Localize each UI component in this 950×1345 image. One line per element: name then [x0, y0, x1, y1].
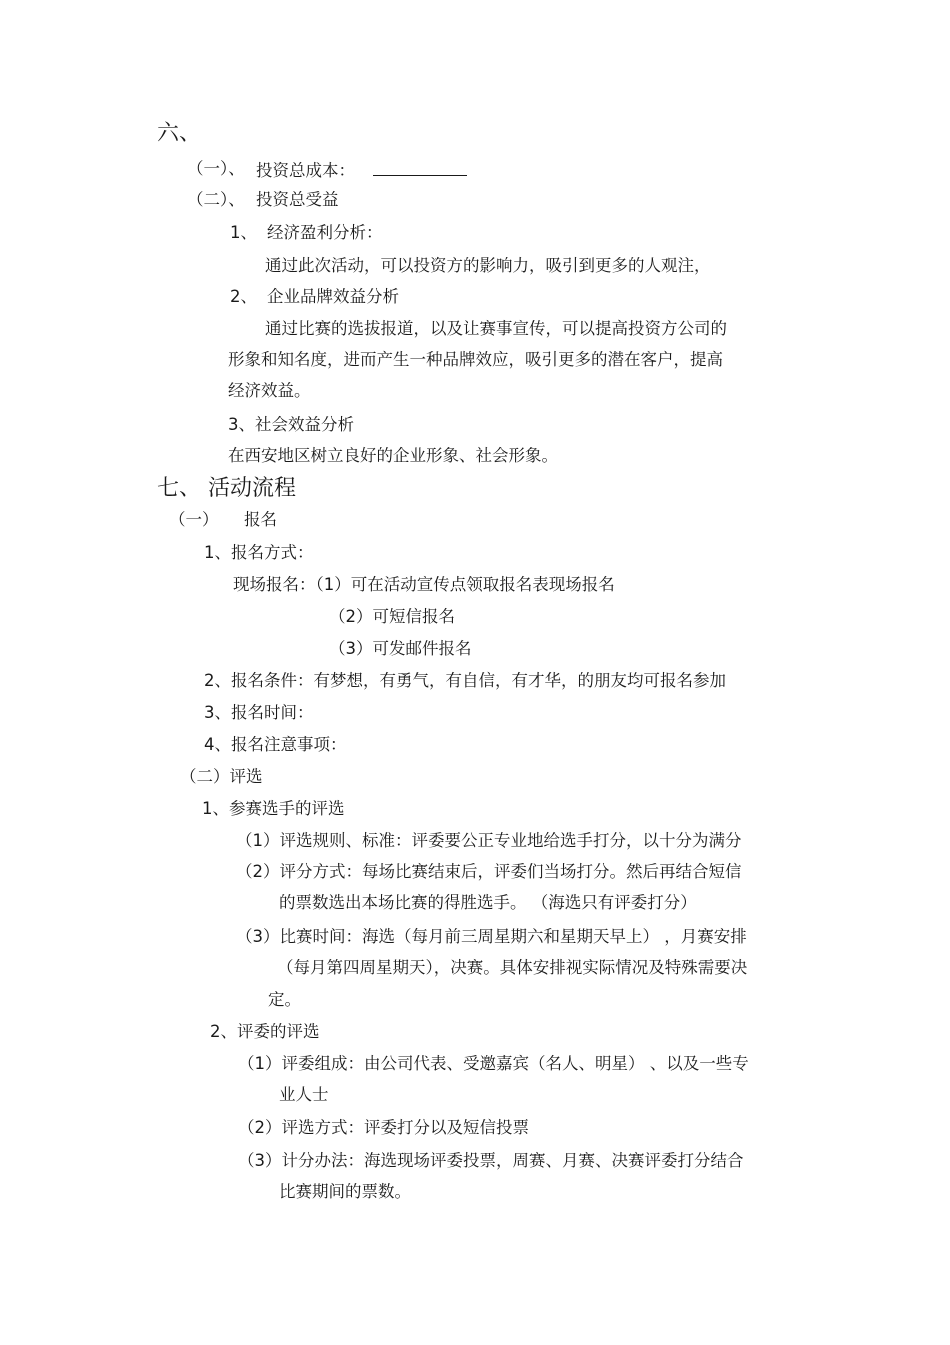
registration-method-3: （3）可发邮件报名 [329, 639, 472, 658]
judge-composition-2: 业人士 [279, 1085, 329, 1104]
scoring-method-2: 的票数选出本场比赛的得胜选手。 （海选只有评委打分） [279, 893, 697, 912]
social-analysis-title: 3、社会效益分析 [228, 415, 354, 434]
registration-conditions: 2、报名条件：有梦想，有勇气，有自信，有才华，的朋友均可报名参加 [204, 671, 726, 690]
investment-cost-label: （一）、 [187, 159, 245, 178]
competition-time-1: （3）比赛时间：海选（每月前三周星期六和星期天早上） ，月赛安排 [236, 927, 747, 946]
scoring-method-1: （2）评分方式：每场比赛结束后，评委们当场打分。然后再结合短信 [236, 862, 742, 881]
brand-analysis-body-1: 通过比赛的选拔报道，以及让赛事宣传，可以提高投资方公司的 [265, 319, 727, 338]
economic-analysis-title: 经济盈利分析： [267, 223, 383, 242]
investment-cost-line [256, 159, 467, 181]
competition-time-2: （每月第四周星期天），决赛。具体安排视实际情况及特殊需要决 [277, 958, 748, 977]
registration-label: （一） [169, 510, 219, 529]
investment-return-text: 投资总受益 [256, 190, 339, 209]
brand-analysis-title: 企业品牌效益分析 [267, 287, 399, 306]
registration-title: 报名 [244, 510, 277, 529]
registration-notes: 4、报名注意事项： [204, 735, 347, 754]
economic-analysis-body: 通过此次活动，可以投资方的影响力，吸引到更多的人观注， [265, 256, 711, 275]
scoring-rules-2: 比赛期间的票数。 [279, 1182, 411, 1201]
investment-return-label: （二）、 [187, 190, 245, 209]
social-analysis-body: 在西安地区树立良好的企业形象、社会形象。 [228, 446, 558, 465]
registration-time: 3、报名时间： [204, 703, 314, 722]
section-7-heading: 七、 活动流程 [157, 476, 296, 501]
brand-analysis-body-3: 经济效益。 [228, 381, 311, 400]
investment-cost-text: 投资总成本： [256, 161, 355, 180]
registration-method-2: （2）可短信报名 [329, 607, 455, 626]
selection-rules: （1）评选规则、标准：评委要公正专业地给选手打分，以十分为满分 [236, 831, 742, 850]
judge-selection: 2、评委的评选 [210, 1022, 320, 1041]
judge-composition-1: （1）评委组成：由公司代表、受邀嘉宾（名人、明星） 、以及一些专 [238, 1054, 749, 1073]
brand-analysis-body-2: 形象和知名度，进而产生一种品牌效应，吸引更多的潜在客户，提高 [228, 350, 723, 369]
economic-analysis-label: 1、 [230, 223, 257, 242]
section-6-heading: 六、 [157, 121, 202, 146]
registration-method-1: 现场报名：（1）可在活动宣传点领取报名表现场报名 [233, 575, 615, 594]
investment-cost-blank [373, 159, 467, 176]
competition-time-3: 定。 [268, 990, 301, 1009]
registration-method: 1、报名方式： [204, 543, 314, 562]
scoring-rules-1: （3）计分办法：海选现场评委投票，周赛、月赛、决赛评委打分结合 [238, 1151, 744, 1170]
judge-selection-method: （2）评选方式：评委打分以及短信投票 [238, 1118, 529, 1137]
contestant-selection: 1、参赛选手的评选 [202, 799, 345, 818]
brand-analysis-label: 2、 [230, 287, 257, 306]
selection-title: （二）评选 [180, 767, 263, 786]
